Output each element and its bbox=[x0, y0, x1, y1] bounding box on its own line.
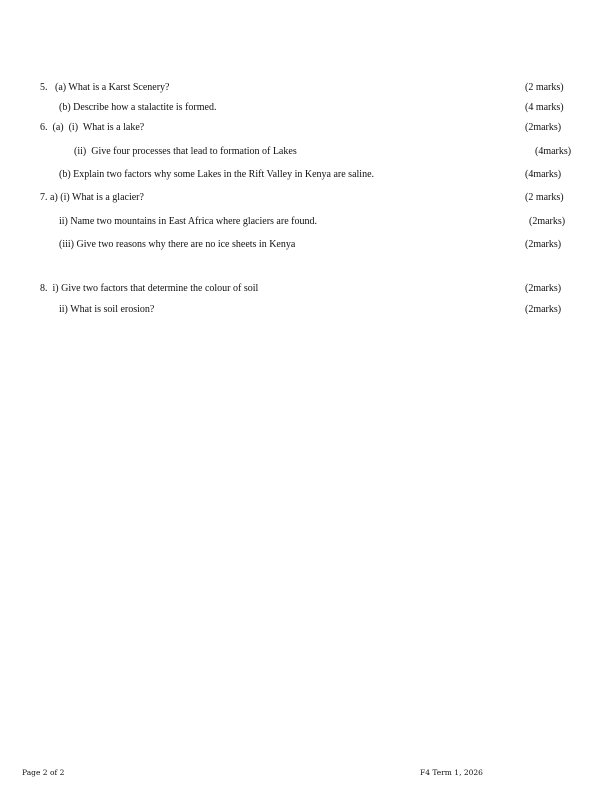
question-6aii: (ii) Give four processes that lead to formation of Lakes bbox=[74, 146, 297, 157]
question-5a: 5. (a) What is a Karst Scenery? bbox=[40, 82, 170, 93]
footer-term: F4 Term 1, 2026 bbox=[420, 768, 483, 777]
footer-page-number: Page 2 of 2 bbox=[22, 768, 65, 777]
question-7ai: 7. a) (i) What is a glacier? bbox=[40, 192, 144, 203]
marks-6b: (4marks) bbox=[525, 169, 562, 180]
marks-8i: (2marks) bbox=[525, 283, 562, 294]
question-7ii: ii) Name two mountains in East Africa where glaciers are found. bbox=[59, 216, 317, 227]
marks-6aii: (4marks) bbox=[535, 146, 572, 157]
marks-6ai: (2marks) bbox=[525, 122, 562, 133]
question-6ai: 6. (a) (i) What is a lake? bbox=[40, 122, 145, 133]
question-5b: (b) Describe how a stalactite is formed. bbox=[59, 102, 217, 113]
question-8ii: ii) What is soil erosion? bbox=[59, 304, 155, 315]
question-6b: (b) Explain two factors why some Lakes in the Rift Valley in Kenya are saline. bbox=[59, 169, 375, 180]
marks-5a: (2 marks) bbox=[525, 82, 564, 93]
marks-5b: (4 marks) bbox=[525, 102, 564, 113]
question-8i: 8. i) Give two factors that determine the colour of soil bbox=[40, 283, 259, 294]
marks-7ai: (2 marks) bbox=[525, 192, 564, 203]
marks-7ii: (2marks) bbox=[529, 216, 566, 227]
marks-7iii: (2marks) bbox=[525, 239, 562, 250]
question-7iii: (iii) Give two reasons why there are no ice sheets in Kenya bbox=[59, 239, 296, 250]
marks-8ii: (2marks) bbox=[525, 304, 562, 315]
